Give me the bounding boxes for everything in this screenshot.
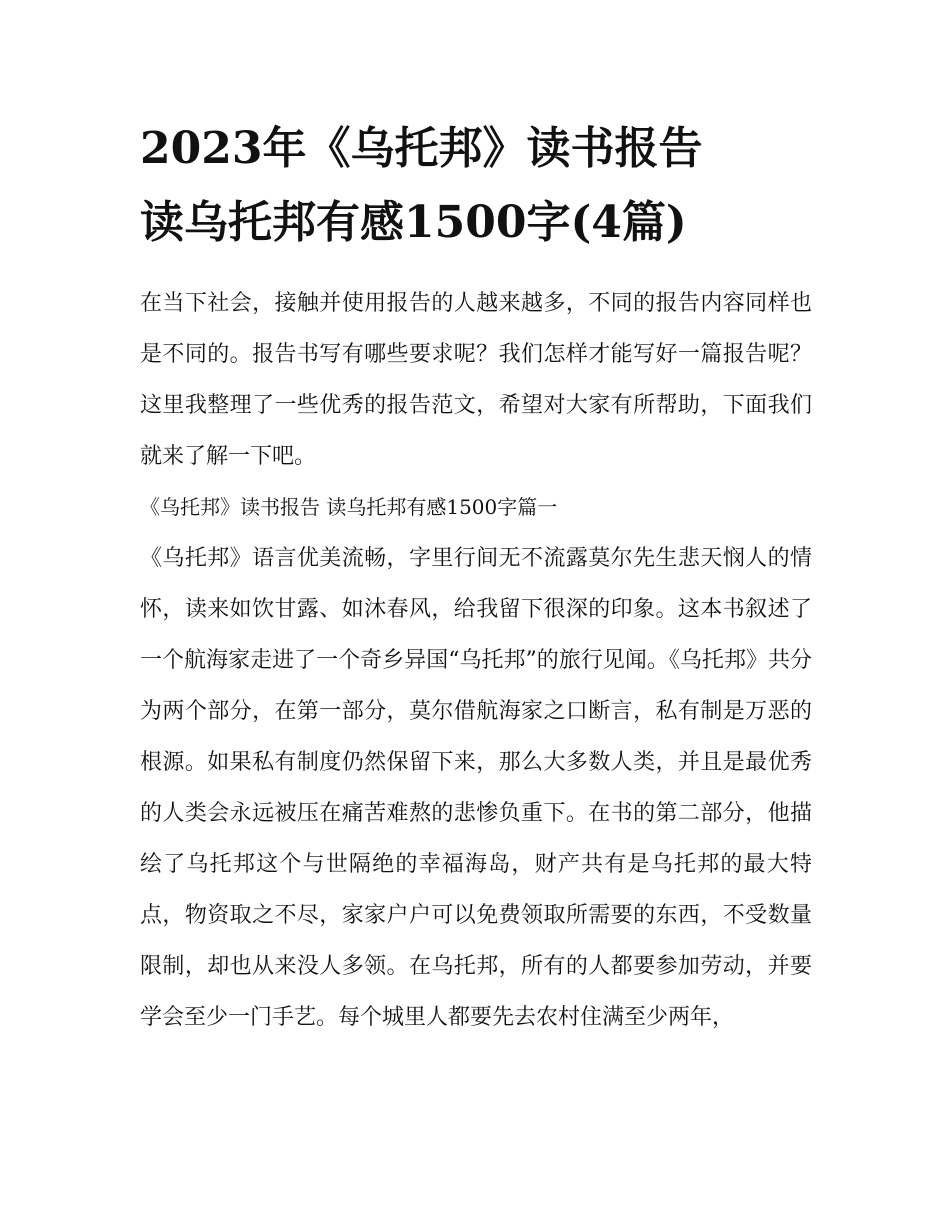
document-title <box>140 112 812 260</box>
title-line-1: 2023年《乌托邦》读书报告 <box>140 123 703 174</box>
title-line-2: 读乌托邦有感1500字(4篇) <box>140 197 687 248</box>
intro-paragraph: 在当下社会，接触并使用报告的人越来越多，不同的报告内容同样也是不同的。报告书写有哪些要求呢？我们怎样才能写好一篇报告呢？这里我整理了一些优秀的报告范文，希望对大家有所帮助，下面我们就来了解一下吧。 <box>140 291 812 469</box>
body-paragraph: 《乌托邦》语言优美流畅，字里行间无不流露莫尔先生悲天悯人的情怀，读来如饮甘露、如沐春风，给我留下很深的印象。这本书叙述了一个航海家走进了一个奇乡异国“乌托邦”的旅行见闻。《乌托邦》共分为两个部分，在第一部分，莫尔借航海家之口断言，私有制是万恶的根源。如果私有制度仍然保留下来，那么大多数人类，并且是最优秀的人类会永远被压在痛苦难熬的悲惨负重下。在书的第二部分，他描绘了乌托邦这个与世隔绝的幸福海岛，财产共有是乌托邦的最大特点，物资取之不尽，家家户户可以免费领取所需要的东西，不受数量限制，却也从来没人多领。在乌托邦，所有的人都要参加劳动，并要学会至少一门手艺。每个城里人都要先去农村住满至少两年， <box>140 546 812 1030</box>
section-heading: 《乌托邦》读书报告 读乌托邦有感1500字篇一 <box>140 495 558 519</box>
document-page <box>140 112 812 1043</box>
document-body <box>140 278 812 1043</box>
